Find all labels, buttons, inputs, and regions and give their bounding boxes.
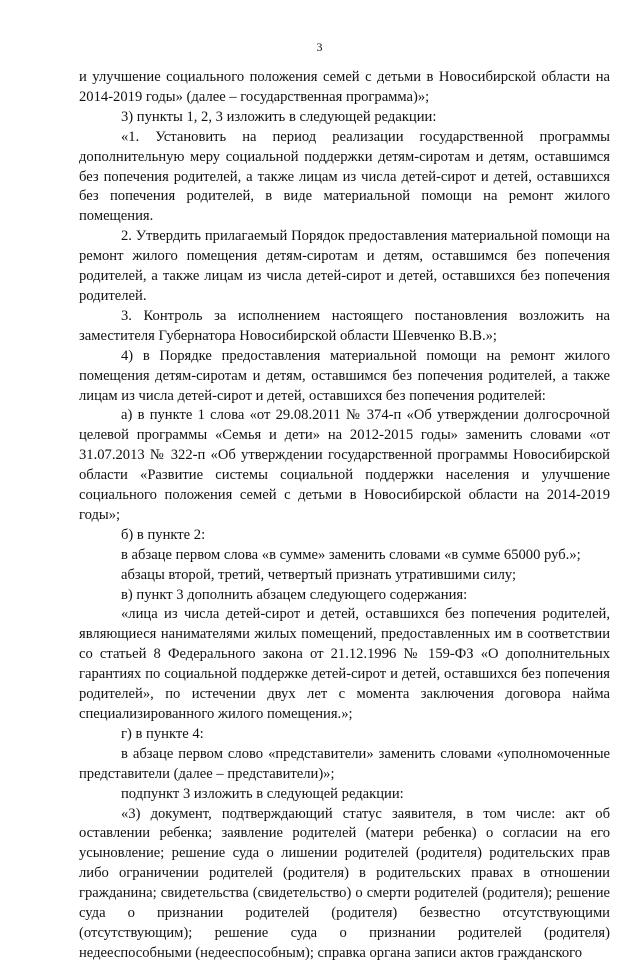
paragraph: абзацы второй, третий, четвертый признать утратившими силу;: [121, 566, 517, 583]
paragraph: б) в пункте 2:: [121, 526, 206, 543]
paragraph: «1. Установить на период реализации государственной программы дополнительную меру социальной поддержки детям-сиротам и детям, оставшимся без попечения родителей, а также лицам из числа детей-сирот и детей, оставшихся без попечения родителей, в виде материальной помощи на ремонт жилого помещения.: [79, 128, 610, 225]
page-number: 3: [316, 40, 323, 54]
paragraph: в абзаце первом слово «представители» заменить словами «уполномоченные представители (далее – представители)»;: [79, 745, 610, 782]
paragraph: «лица из числа детей-сирот и детей, оставшихся без попечения родителей, являющиеся нанимателями жилых помещений, предоставленных им в соответствии со статьей 8 Федерального закона от 21.12.1996 № 159-ФЗ «О дополнительных гарантиях по социальной поддержке детей-сирот и детей, оставшихся без попечения родителей», по истечении двух лет с момента заключения договора найма специализированного жилого помещения.»;: [79, 606, 610, 722]
paragraph: подпункт 3 изложить в следующей редакции:: [121, 785, 404, 802]
document-body: [79, 68, 610, 964]
paragraph: 3. Контроль за исполнением настоящего постановления возложить на заместителя Губернатора Новосибирской области Шевченко В.В.»;: [79, 307, 610, 344]
paragraph: 2. Утвердить прилагаемый Порядок предоставления материальной помощи на ремонт жилого помещения детям-сиротам и детям, оставшимся без попечения родителей, а также лицам из числа детей-сирот и детей, оставшихся без попечения родителей.: [79, 228, 610, 304]
paragraph: и улучшение социального положения семей с детьми в Новосибирской области на 2014-2019 годы» (далее – государственная программа)»;: [79, 69, 610, 105]
paragraph: в) пункт 3 дополнить абзацем следующего содержания:: [121, 586, 468, 603]
paragraph: 4) в Порядке предоставления материальной помощи на ремонт жилого помещения детям-сиротам и детям, оставшимся без попечения родителей, а также лицам из числа детей-сирот и детей, оставшихся без попечения родителей:: [79, 347, 610, 404]
paragraph: г) в пункте 4:: [121, 725, 204, 742]
paragraph: 3) пункты 1, 2, 3 изложить в следующей редакции:: [121, 108, 437, 125]
paragraph: в абзаце первом слова «в сумме» заменить словами «в сумме 65000 руб.»;: [121, 546, 581, 563]
paragraph: а) в пункте 1 слова «от 29.08.2011 № 374-п «Об утверждении долгосрочной целевой программы «Семья и дети» на 2012-2015 годы» заменить словами «от 31.07.2013 № 322-п «Об утверждении государственной программы Новосибирской области «Развитие системы социальной поддержки населения и улучшение социального положения семей с детьми в Новосибирской области на 2014-2019 годы»;: [79, 407, 610, 523]
paragraph: «3) документ, подтверждающий статус заявителя, в том числе: акт об оставлении ребенка; заявление родителей (матери ребенка) о согласии на его усыновление; решение суда о лишении родителей (родителя) родительских прав либо ограничении родителей (родителя) в родительских правах в отношении гражданина; свидетельства (свидетельство) о смерти родителей (родителя); решение суда о признании родителей (родителя) безвестно отсутствующими (отсутствующим); решение суда о признании родителей (родителя) недееспособными (недееспособным); справка органа записи актов гражданского: [79, 805, 610, 961]
